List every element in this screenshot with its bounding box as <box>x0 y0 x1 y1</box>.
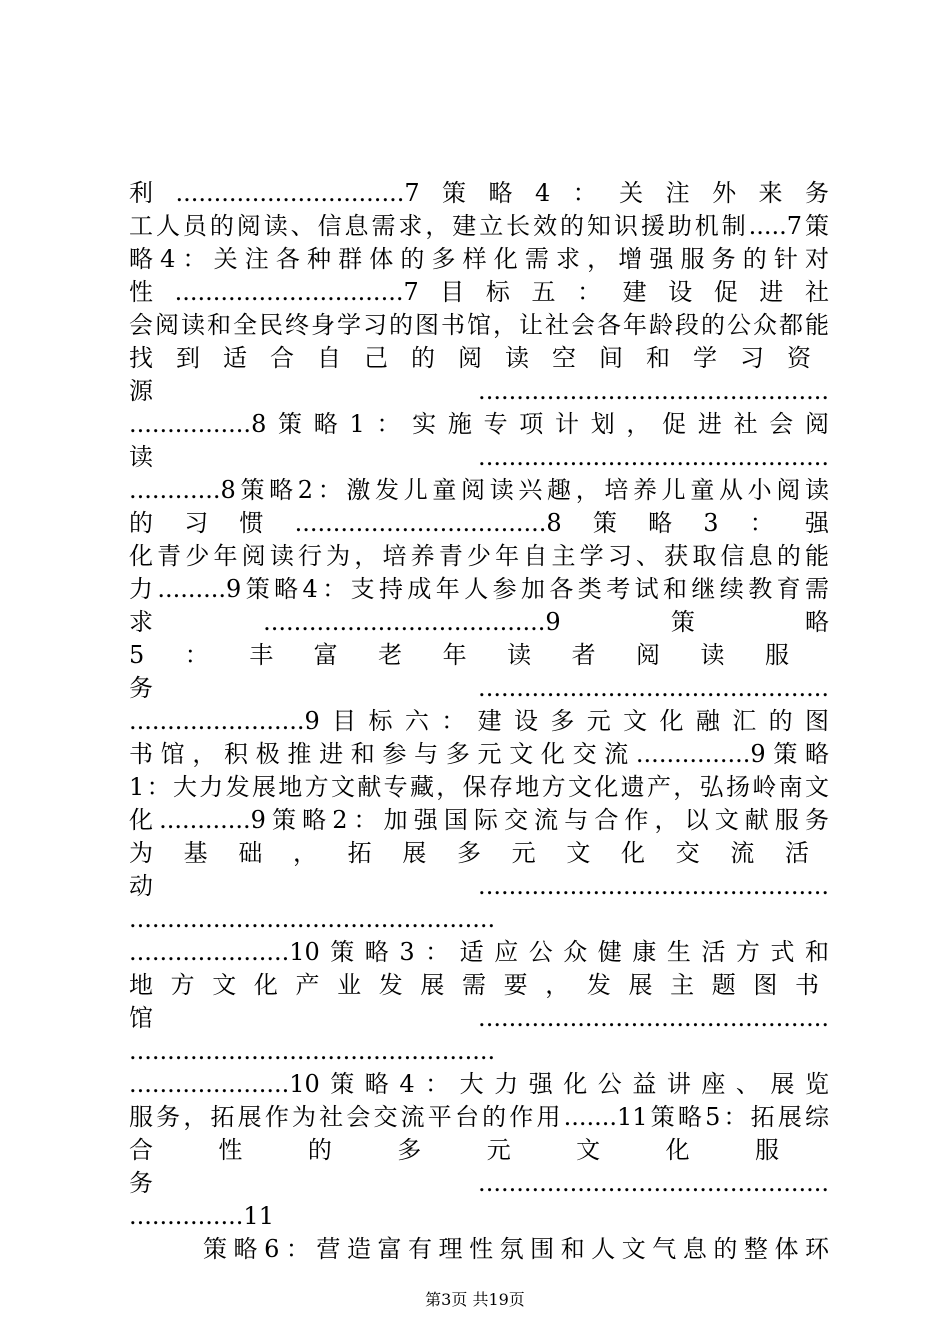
toc-line: 馆.............................................. <box>129 1004 829 1032</box>
toc-line: 化青少年阅读行为，培养青少年自主学习、获取信息的能 <box>129 542 829 570</box>
toc-line-last: ...............11 <box>129 1202 274 1230</box>
toc-line: 利..............................7策略4：关注外来务 <box>129 179 829 207</box>
toc-line: 合性的多元文化服 <box>129 1136 829 1164</box>
paragraph-line: 策略6：营造富有理性氛围和人文气息的整体环 <box>203 1235 829 1263</box>
toc-line: ................................................ <box>129 905 496 933</box>
toc-line: ................8策略1：实施专项计划，促进社会阅 <box>129 410 829 438</box>
toc-line: 会阅读和全民终身学习的图书馆，让社会各年龄段的公众都能 <box>129 311 829 339</box>
toc-line: 读.............................................. <box>129 443 829 471</box>
toc-line: 书馆，积极推进和参与多元文化交流...............9策略 <box>129 740 829 768</box>
toc-line: 1：大力发展地方文献专藏，保存地方文化遗产，弘扬岭南文 <box>129 773 829 801</box>
toc-line: .....................10策略3：适应公众健康生活方式和 <box>129 938 829 966</box>
toc-line: 的习惯.................................8策略3：强 <box>129 509 829 537</box>
toc-line: 服务，拓展作为社会交流平台的作用.......11策略5：拓展综 <box>129 1103 829 1131</box>
toc-line: ............8策略2：激发儿童阅读兴趣，培养儿童从小阅读 <box>129 476 829 504</box>
toc-line: 务.............................................. <box>129 674 829 702</box>
page-footer: 第3页 共19页 <box>425 1290 525 1309</box>
toc-line: 5：丰富老年读者阅读服 <box>129 641 829 669</box>
toc-line: 化............9策略2：加强国际交流与合作，以文献服务 <box>129 806 829 834</box>
toc-line: 略4：关注各种群体的多样化需求，增强服务的针对 <box>129 245 829 273</box>
toc-line: 工人员的阅读、信息需求，建立长效的知识援助机制.....7策 <box>129 212 829 240</box>
toc-line: .......................9目标六：建设多元文化融汇的图 <box>129 707 829 735</box>
toc-line: 动.............................................. <box>129 872 829 900</box>
toc-line: 为基础，拓展多元文化交流活 <box>129 839 829 867</box>
toc-line: 地方文化产业发展需要，发展主题图书 <box>129 971 829 999</box>
toc-line: ................................................ <box>129 1037 496 1065</box>
toc-line: .....................10策略4：大力强化公益讲座、展览 <box>129 1070 829 1098</box>
toc-line: 源.............................................. <box>129 377 829 405</box>
toc-line: 务.............................................. <box>129 1169 829 1197</box>
toc-line: 力.........9策略4：支持成年人参加各类考试和继续教育需 <box>129 575 829 603</box>
toc-line: 求.....................................9策略 <box>129 608 829 636</box>
toc-line: 性..............................7目标五：建设促进社 <box>129 278 829 306</box>
toc-line: 找到适合自己的阅读空间和学习资 <box>129 344 829 372</box>
